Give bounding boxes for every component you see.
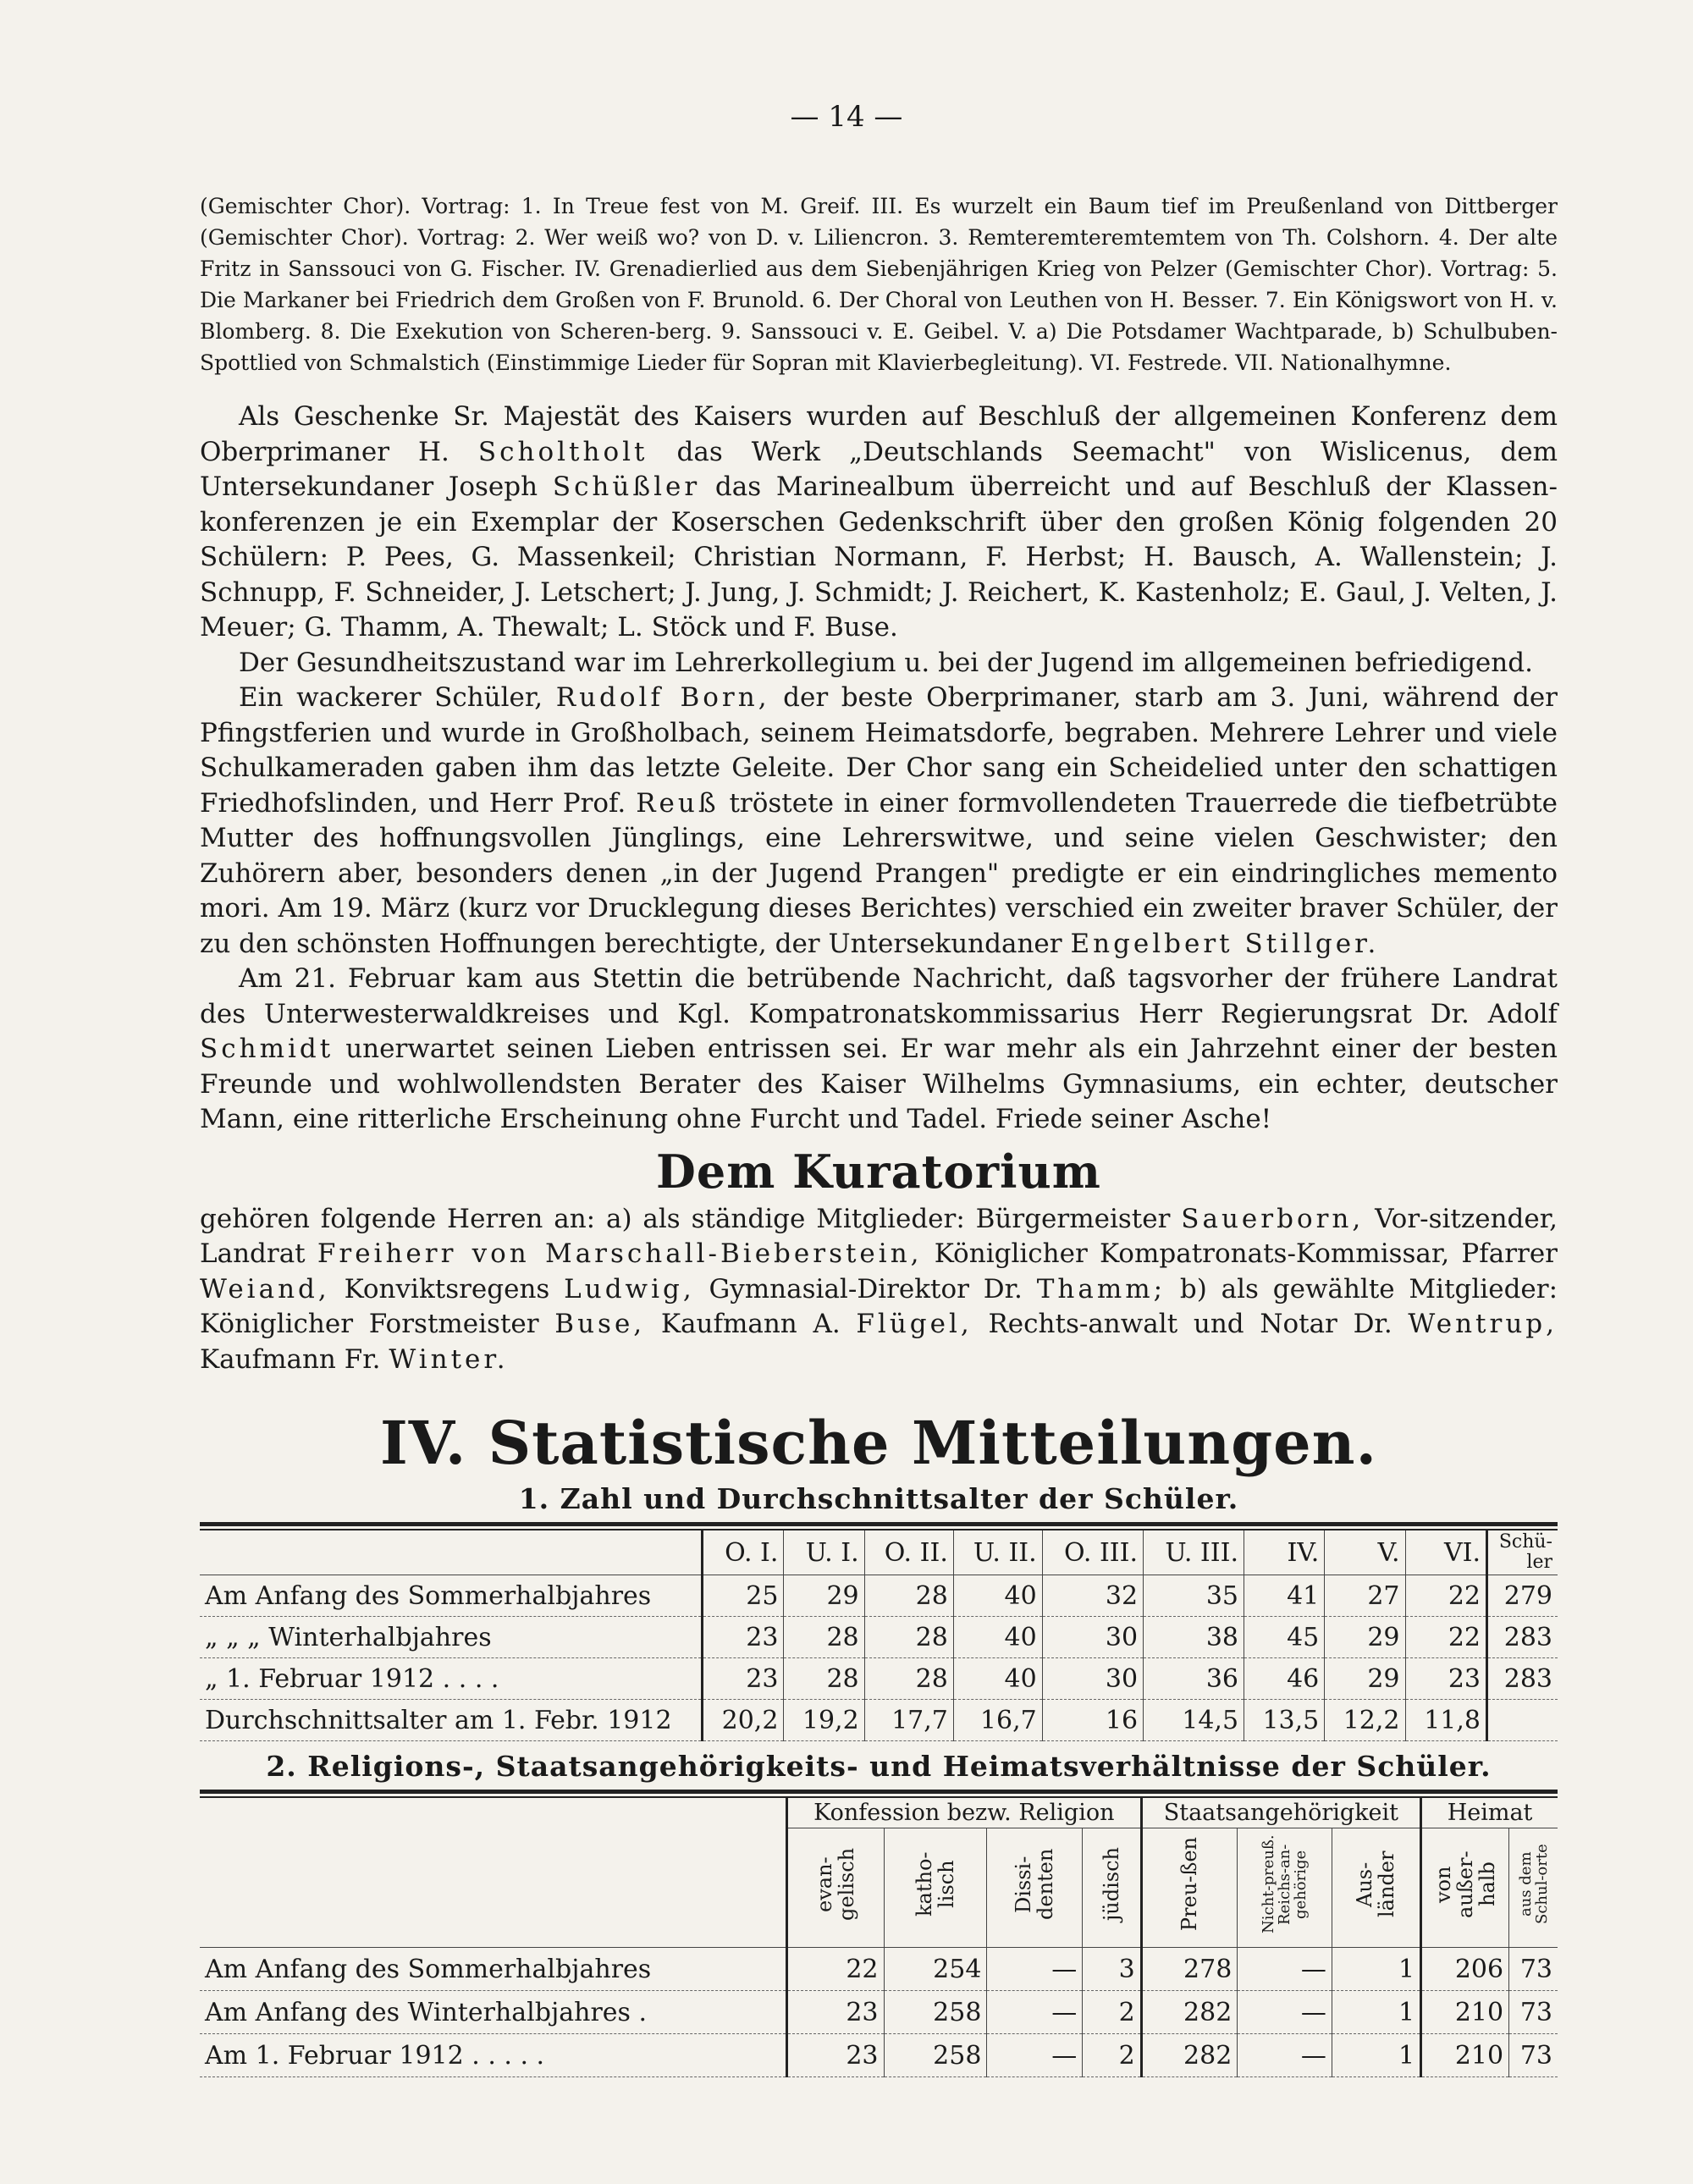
name-emphasis: Weiand, [200,1273,330,1304]
name-emphasis: Thamm; [1036,1273,1166,1304]
table-cell: 17,7 [864,1700,953,1741]
text-fragment: Kaufmann A. [660,1309,841,1339]
paragraph-born [200,681,1558,962]
table-cell: 1 [1332,2034,1420,2077]
subheader-text: jüdisch [1099,1847,1123,1922]
row-label: „ 1. Februar 1912 . . . . [200,1658,703,1700]
name-emphasis: Sauerborn, [1181,1203,1365,1234]
text-fragment: unerwartet seinen Lieben entrissen sei. Er war mehr als ein Jahrzehnt einer der besten Freunde und wohlwollendsten Berater des Kaiser Wilhelms Gymnasiums, ein echter, deutscher Mann, eine ritterliche Erscheinung ohne Furcht und Tadel. Friede seiner Asche! [200,1034,1558,1134]
table1-header-cell: U. II. [953,1530,1042,1575]
name-emphasis: Buse, [554,1309,646,1339]
table-cell: 29 [784,1575,864,1617]
text-fragment: das Werk „Deutschlands Seemacht" von Wislicenus, dem Untersekundaner Joseph [200,436,1558,502]
table2-group-header: Konfession bezw. Religion [787,1798,1142,1828]
table1-header-cell: U. III. [1144,1530,1244,1575]
paragraph-geschenke [200,400,1558,646]
text-fragment: Königlicher Kompatronats-Kommissar, Pfarrer [934,1238,1558,1269]
table-cell: 27 [1325,1575,1405,1617]
table-cell: 19,2 [784,1700,864,1741]
table-cell: 30 [1042,1617,1143,1658]
table-cell: 283 [1487,1617,1558,1658]
table-cell: 282 [1141,2034,1238,2077]
subheader-text: Aus-länder [1353,1850,1399,1918]
table1-header-cell: V. [1325,1530,1405,1575]
subheader-text: evan-gelisch [813,1847,859,1922]
table1-top-rule [200,1522,1558,1526]
table1-header-cell: O. III. [1042,1530,1143,1575]
text-fragment: Vor-sitzender, Landrat [200,1203,1558,1269]
table-cell: 3 [1083,1948,1141,1991]
table1-header-cell: IV. [1244,1530,1325,1575]
table-cell: 279 [1487,1575,1558,1617]
table-cell: 20,2 [703,1700,784,1741]
text-fragment: Konviktsregens [344,1273,550,1304]
row-label: Am 1. Februar 1912 . . . . . [200,2034,787,2077]
table2-subheader [1421,1828,1509,1948]
paragraph-gesundheit: Der Gesundheitszustand war im Lehrerkollegium u. bei der Jugend im allgemeinen befriedigend. [239,647,1533,678]
table-cell: 28 [784,1658,864,1700]
row-label: Am Anfang des Sommerhalbjahres [200,1948,787,1991]
table-cell: 23 [703,1617,784,1658]
table-cell: 29 [1325,1617,1405,1658]
text-fragment: Als Geschenke Sr. Majestät des Kaisers wurden auf Beschluß der allgemeinen Konferenz dem Oberprimaner H. [200,401,1558,467]
table-cell: 206 [1421,1948,1509,1991]
table-row [200,1700,1558,1741]
table1-title: 1. Zahl und Durchschnittsalter der Schüler. [518,1482,1239,1515]
table-cell: 2 [1083,1991,1141,2034]
table-cell: 40 [953,1575,1042,1617]
program-text: (Gemischter Chor). Vortrag: 1. In Treue fest von M. Greif. III. Es wurzelt ein Baum tief im Preußenland von Dittberger (Gemischter Chor). Vortrag: 2. Wer weiß wo? von D. v. Liliencron. 3. Remteremteremtemtem von Th. Colshorn. 4. Der alte Fritz in Sanssouci von G. Fischer. IV. Grenadierlied aus dem Siebenjährigen Krieg von Pelzer (Gemischter Chor). Vortrag: 5. Die Markaner bei Friedrich dem Großen von F. Brunold. 6. Der Choral von Leuthen von H. Besser. 7. Ein Königswort von H. v. Blomberg. 8. Die Exekution von Scheren-berg. 9. Sanssouci v. E. Geibel. V. a) Die Potsdamer Wachtparade, b) Schulbuben-Spottlied von Schmalstich (Einstimmige Lieder für Sopran mit Klavierbegleitung). VI. Festrede. VII. Nationalhymne. [200,194,1558,375]
subheader-text: Nicht-preuß. Reichs-an-gehörige [1260,1834,1310,1934]
subheader-text: Dissi-denten [1012,1848,1058,1921]
table-cell: 1 [1332,1991,1420,2034]
table2-subheader [884,1828,987,1948]
name-emphasis: Winter. [389,1343,509,1375]
text-fragment: das Marinealbum überreicht und auf Beschluß der Klassen-konferenzen je ein Exemplar der Koserschen Gedenkschrift über den großen König folgenden 20 Schülern: P. Pees, G. Massenkeil; Christian Normann, F. Herbst; H. Bausch, A. Wallenstein; J. Schnupp, F. Schneider, J. Letschert; J. Jung, J. Schmidt; J. Reichert, K. Kastenholz; E. Gaul, J. Velten, J. Meuer; G. Thamm, A. Thewalt; L. Stöck und F. Buse. [200,472,1558,643]
table-cell: 30 [1042,1658,1143,1700]
table-cell: — [987,1948,1083,1991]
table-cell: 73 [1509,1991,1558,2034]
table-cell: 22 [1405,1617,1487,1658]
table-cell: 29 [1325,1658,1405,1700]
table1-header-cell: O. II. [864,1530,953,1575]
name-emphasis: Rudolf Born, [555,682,770,713]
table-row [200,1948,1558,1991]
name-emphasis: Wentrup, [1408,1309,1558,1339]
table-cell: 28 [864,1658,953,1700]
text-fragment: Am 21. Februar kam aus Stettin die betrübende Nachricht, daß tagsvorher der frühere Landrat des Unterwesterwaldkreises und Kgl. Kompatronatskommissarius Herr Regierungsrat Dr. Adolf [200,963,1558,1029]
table-religion-nationality-origin [200,1798,1558,2077]
table-cell: 32 [1042,1575,1143,1617]
table-cell: — [1238,2034,1332,2077]
table1-header-cell: U. I. [784,1530,864,1575]
table-cell: 36 [1144,1658,1244,1700]
text-fragment: tröstete in einer formvollendeten Trauerrede die tiefbetrübte Mutter des hoffnungsvollen Jünglings, eine Lehrerswitwe, und seine vielen Geschwister; den Zuhörern aber, besonders denen „in der Jugend Prangen" predigte er ein eindringliches memento mori. Am 19. März (kurz vor Drucklegung dieses Berichtes) verschied ein zweiter braver Schüler, der zu den schönsten Hoffnungen berechtigte, der Untersekundaner [200,787,1558,959]
table-cell: 12,2 [1325,1700,1405,1741]
table-cell: 14,5 [1144,1700,1244,1741]
table-row [200,2034,1558,2077]
table-cell: 25 [703,1575,784,1617]
paragraph-schmidt [200,962,1558,1138]
table1-corner [200,1530,703,1575]
text-fragment: der beste Oberprimaner, starb am 3. Juni, während der Pfingstferien und wurde in Großholbach, seinem Heimatsdorfe, begraben. Mehrere Lehrer und viele Schulkameraden gaben ihm das letzte Geleite. Der Chor sang ein Scheidelied unter den schattigen Friedhofslinden, und Herr Prof. [200,682,1558,819]
table-cell: 282 [1141,1991,1238,2034]
table-cell: 23 [787,2034,885,2077]
table-cell: — [987,2034,1083,2077]
table-cell: 254 [884,1948,987,1991]
table-cell: 23 [787,1991,885,2034]
table2-top-rule [200,1790,1558,1794]
table1-header-cell: VI. [1405,1530,1487,1575]
subheader-text: von außer-halb [1431,1850,1500,1918]
paragraph-kuratorium [200,1202,1558,1378]
table2-subheader [1509,1828,1558,1948]
table-cell [1487,1700,1558,1741]
row-label: Am Anfang des Sommerhalbjahres [200,1575,703,1617]
table-cell: 16 [1042,1700,1143,1741]
table-cell: 28 [864,1617,953,1658]
table-cell: 41 [1244,1575,1325,1617]
name-emphasis: Schüßler [552,472,701,502]
name-emphasis: Schmidt [200,1034,334,1064]
table2-subheader [1141,1828,1238,1948]
table-cell: 46 [1244,1658,1325,1700]
table-cell: 16,7 [953,1700,1042,1741]
table-cell: 22 [1405,1575,1487,1617]
row-label: Am Anfang des Winterhalbjahres . [200,1991,787,2034]
text-fragment: Gymnasial-Direktor Dr. [709,1273,1023,1304]
text-fragment: gehören folgende Herren an: a) als ständige Mitglieder: Bürgermeister [200,1203,1171,1234]
section-heading: IV. Statistische Mitteilungen. [380,1408,1377,1478]
table-cell: 210 [1421,2034,1509,2077]
table-cell: 283 [1487,1658,1558,1700]
table-cell: 23 [703,1658,784,1700]
name-emphasis: Reuß [636,787,720,819]
table-cell: 28 [864,1575,953,1617]
subheader-text: katho-lisch [912,1851,958,1917]
table-cell: 278 [1141,1948,1238,1991]
table-cell: — [1238,1948,1332,1991]
table2-subheader [987,1828,1083,1948]
table2-subheader [1083,1828,1141,1948]
table1-header-cell: O. I. [703,1530,784,1575]
page-content [200,169,1558,2077]
table-cell: 258 [884,2034,987,2077]
text-fragment: Ein wackerer Schüler, [239,682,543,713]
table-row [200,1575,1558,1617]
subheader-text: Preu-ßen [1177,1837,1202,1932]
row-label: Durchschnittsalter am 1. Febr. 1912 [200,1700,703,1741]
table-cell: 258 [884,1991,987,2034]
table-cell: — [1238,1991,1332,2034]
table2-group-header: Heimat [1421,1798,1558,1828]
table2-corner [200,1798,787,1948]
table1-header-cell: Schü-ler [1487,1530,1558,1575]
page-number: — 14 — [790,100,903,134]
table-cell: 28 [784,1617,864,1658]
name-emphasis: Flügel, [856,1309,973,1339]
table2-title: 2. Religions-, Staatsangehörigkeits- und Heimatsverhältnisse der Schüler. [266,1750,1492,1783]
text-fragment: b) als gewählte Mitglieder: Königlicher Forstmeister [200,1273,1558,1339]
table-students-age [200,1530,1558,1741]
table-cell: 38 [1144,1617,1244,1658]
table-row [200,1991,1558,2034]
table-cell: 210 [1421,1991,1509,2034]
table-cell: 40 [953,1658,1042,1700]
table-cell: 1 [1332,1948,1420,1991]
name-emphasis: Scholtholt [477,436,648,467]
row-label: „ „ „ Winterhalbjahres [200,1617,703,1658]
table-cell: — [987,1991,1083,2034]
table-row [200,1658,1558,1700]
table-cell: 2 [1083,2034,1141,2077]
table-cell: 22 [787,1948,885,1991]
kuratorium-heading: Dem Kuratorium [656,1144,1101,1199]
table-cell: 45 [1244,1617,1325,1658]
table-cell: 73 [1509,2034,1558,2077]
table-cell: 11,8 [1405,1700,1487,1741]
table2-group-header: Staatsangehörigkeit [1141,1798,1420,1828]
table2-subheader [787,1828,885,1948]
table-row [200,1617,1558,1658]
name-emphasis: Freiherr von Marschall-Bieberstein, [317,1238,923,1269]
name-emphasis: Ludwig, [564,1273,695,1304]
table-cell: 13,5 [1244,1700,1325,1741]
table-cell: 73 [1509,1948,1558,1991]
table-cell: 40 [953,1617,1042,1658]
text-fragment: Kaufmann Fr. [200,1343,381,1375]
table-cell: 35 [1144,1575,1244,1617]
name-emphasis: Engelbert Stillger. [1070,928,1380,959]
table2-subheader [1238,1828,1332,1948]
text-fragment: Rechts-anwalt und Notar Dr. [988,1309,1392,1339]
subheader-text: aus dem Schul-orte [1516,1844,1551,1925]
table2-subheader [1332,1828,1420,1948]
table-cell: 23 [1405,1658,1487,1700]
